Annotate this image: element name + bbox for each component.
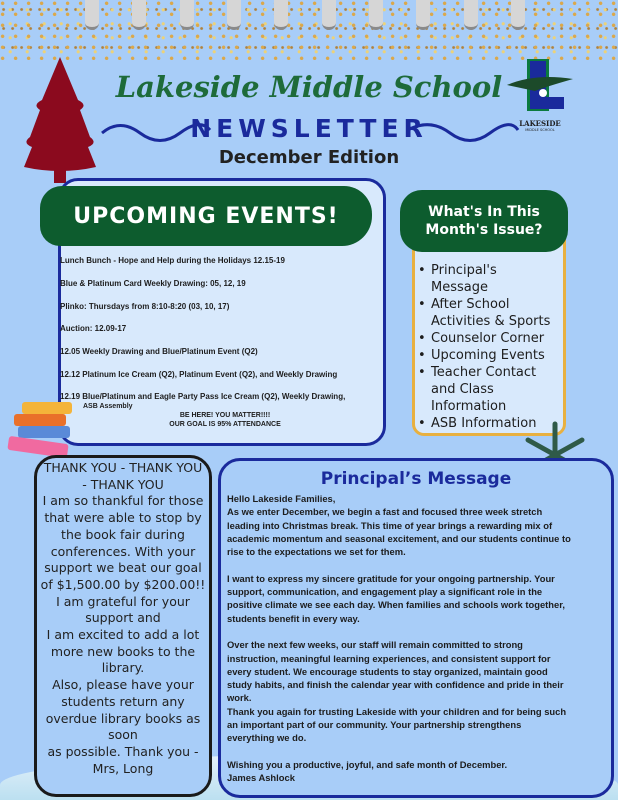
principal-message-body	[227, 492, 605, 785]
upcoming-events-title: UPCOMING EVENTS!	[40, 186, 372, 246]
message-line: academic momentum and seasonal excitement, and our students continue to	[227, 532, 571, 544]
event-item: 12.12 Platinum Ice Cream (Q2), Platinum Event (Q2), and Weekly Drawing	[60, 370, 338, 379]
event-item: 12.05 Weekly Drawing and Blue/Platinum Event (Q2)	[60, 347, 258, 356]
message-line	[227, 558, 605, 571]
message-line: instruction, meaningful learning experiences, and consistent support for	[227, 652, 551, 664]
attendance-note-line: BE HERE! YOU MATTER!!!!	[179, 412, 271, 419]
message-line: rise to the expectations we set for them.	[227, 546, 406, 558]
event-item-text: 12.19 Blue/Platinum and Eagle Party Pass Ice Cream (Q2), Weekly Drawing,	[60, 392, 346, 401]
list-item: • ASB Information	[416, 415, 576, 432]
message-line: study habits, and finish the calendar year with confidence and pride in their	[227, 679, 564, 691]
thank-you-text: I am so thankful for those that were able to stop by the book fair during conferences. With your support we beat our goal of $1,500.00 by $200.00!! I am grateful for your support and	[40, 493, 206, 626]
message-line: Thank you again for trusting Lakeside with your children and for being such	[227, 705, 567, 717]
newsletter-heading: NEWSLETTER	[190, 114, 428, 143]
thank-you-text: I am excited to add a lot more new books to the library.	[46, 627, 200, 676]
list-item: • After School Activities & Sports	[416, 296, 566, 330]
logo-subtext: MIDDLE SCHOOL	[525, 128, 555, 132]
message-line: Over the next few weeks, our staff will remain committed to strong	[227, 639, 523, 651]
attendance-note	[110, 411, 340, 429]
attendance-note-line: OUR GOAL IS 95% ATTENDANCE	[169, 421, 281, 428]
message-line: Hello Lakeside Families,	[227, 493, 336, 504]
list-item: • Principal's Message	[416, 262, 526, 296]
message-line: James Ashlock	[227, 772, 295, 784]
issue-title-line: What's In This	[428, 204, 540, 220]
thank-you-text: Also, please have your students return any overdue library books as soon	[45, 677, 201, 743]
event-item: Auction: 12.09-17	[60, 324, 127, 333]
issue-contents-list	[416, 262, 576, 432]
message-line: Wishing you a productive, joyful, and safe month of December.	[227, 758, 508, 770]
thank-you-heading: THANK YOU - THANK YOU - THANK YOU	[43, 460, 203, 492]
list-item: • Teacher Contact and Class Information	[416, 364, 544, 415]
message-line: every student. We encourage students to stay organized, maintain good	[227, 665, 548, 677]
event-item	[60, 392, 378, 412]
library-thank-you-panel	[34, 455, 212, 797]
event-item: Blue & Platinum Card Weekly Drawing: 05, 12, 19	[60, 279, 246, 288]
school-name: Lakeside Middle School	[115, 70, 503, 104]
spiral-binding-decoration	[85, 0, 525, 32]
list-item: • Upcoming Events	[416, 347, 576, 364]
message-line: support, communication, and engagement play a significant role in the	[227, 586, 543, 598]
logo-text: LAKESIDE	[519, 119, 561, 128]
edition-label: December Edition	[218, 147, 400, 168]
thank-you-signature: Mrs, Long	[92, 760, 154, 776]
message-line	[227, 745, 605, 758]
event-item: Lunch Bunch - Hope and Help during the Holidays 12.15-19	[60, 256, 285, 265]
thank-you-text: as possible. Thank you -	[47, 743, 199, 759]
message-line: work.	[227, 692, 252, 704]
event-item-sub: ASB Assembly	[83, 403, 133, 410]
principal-message-title: Principal’s Message	[320, 469, 512, 489]
issue-title-line: Month's Issue?	[425, 222, 543, 238]
message-line: leading into Christmas break. This time of year brings a rewarding mix of	[227, 519, 553, 531]
message-line: positive climate we see each day. When families and schools work together,	[227, 599, 565, 611]
message-line: students benefit in every way.	[227, 612, 360, 624]
message-line: I want to express my sincere gratitude for your ongoing partnership. Your	[227, 572, 555, 584]
list-item: • Counselor Corner	[416, 330, 576, 347]
message-line	[227, 625, 605, 638]
principal-message-panel	[218, 458, 614, 798]
issue-contents-title	[400, 190, 568, 252]
event-item: Plinko: Thursdays from 8:10-8:20 (03, 10, 17)	[60, 302, 230, 311]
school-logo	[505, 55, 575, 130]
message-line: As we enter December, we begin a fast and focused three week stretch	[227, 506, 543, 518]
message-line: an important part of our community. Your partnership strengthens	[227, 719, 522, 731]
message-line: everything we do.	[227, 732, 307, 744]
